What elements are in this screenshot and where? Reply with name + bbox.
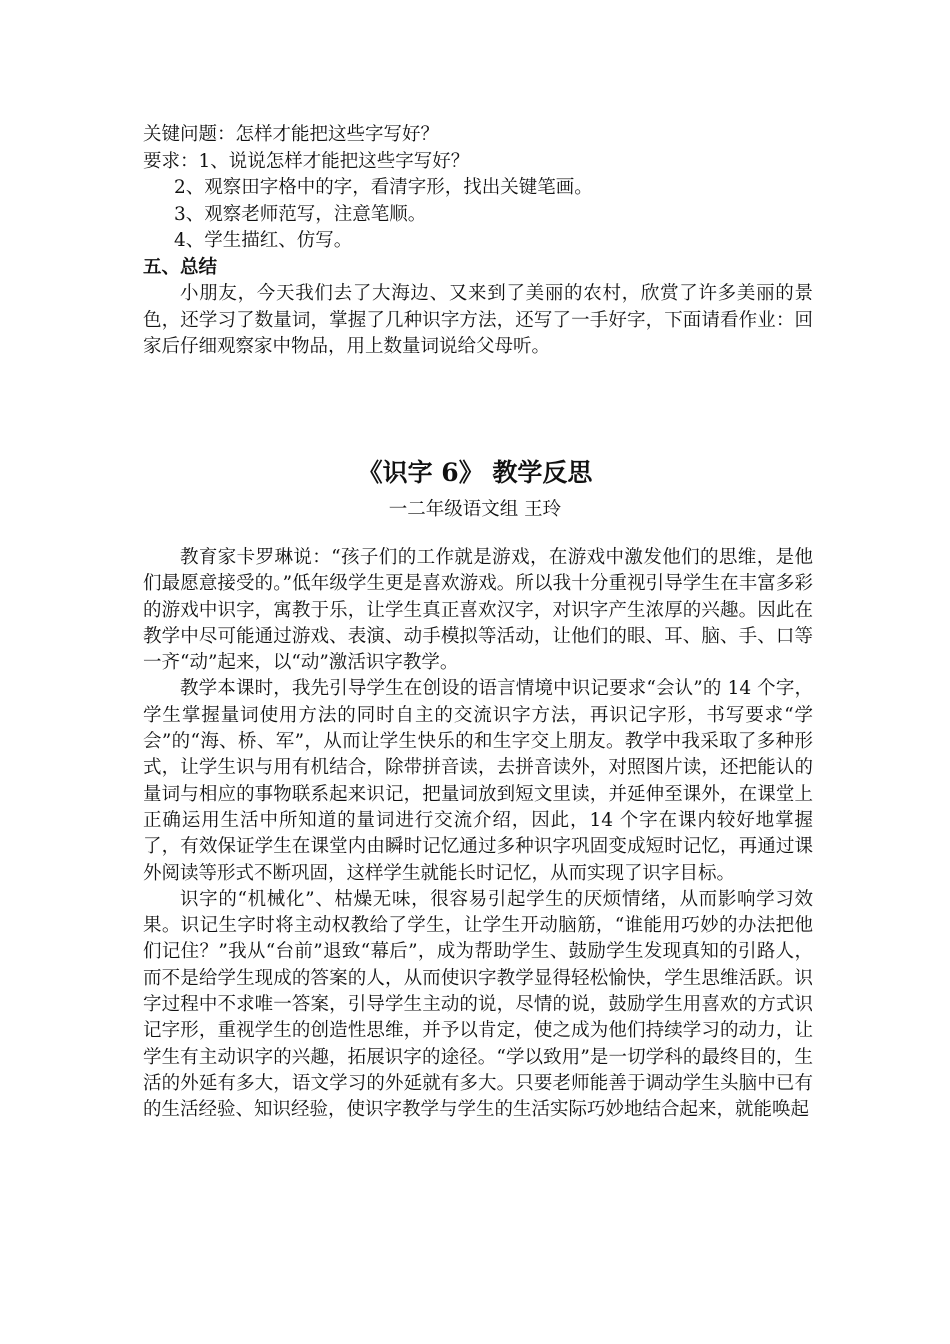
- summary-paragraph: 小朋友，今天我们去了大海边、又来到了美丽的农村，欣赏了许多美丽的景色，还学习了数量词，掌握了几种识字方法，还写了一手好字，下面请看作业：回家后仔细观察家中物品，用上数量词说给父母听。: [143, 283, 813, 357]
- reflection-title: 《识字 6》 教学反思: [357, 458, 593, 487]
- requirement-line: 要求：1、说说怎样才能把这些字写好？: [143, 150, 470, 172]
- requirement-line: 2、观察田字格中的字，看清字形，找出关键笔画。: [174, 177, 593, 198]
- key-question: 关键问题：怎样才能把这些字写好？: [143, 124, 440, 145]
- body-paragraph: 教育家卡罗琳说：“孩子们的工作就是游戏，在游戏中激发他们的思维，是他们最愿意接受的。”低年级学生更是喜欢游戏。所以我十分重视引导学生在丰富多彩的游戏中识字，寓教于乐，让学生真正喜欢汉字，对识字产生浓厚的兴趣。因此在教学中尽可能通过游戏、表演、动手模拟等活动，让他们的眼、耳、脑、手、口等一齐“动”起来，以“动”激活识字教学。: [143, 547, 813, 674]
- requirement-line: 3、观察老师范写，注意笔顺。: [174, 203, 427, 225]
- reflection-body: [143, 545, 813, 1124]
- lesson-end-section: [143, 122, 813, 361]
- summary-heading: 五、总结: [143, 256, 218, 278]
- body-paragraph: 识字的“机械化”、枯燥无味，很容易引起学生的厌烦情绪，从而影响学习效果。识记生字时将主动权教给了学生，让学生开动脑筋，“谁能用巧妙的办法把他们记住？”我从“台前”退致“幕后”，成为帮助学生、鼓励学生发现真知的引路人，而不是给学生现成的答案的人，从而使识字教学显得轻松愉快，学生思维活跃。识字过程中不求唯一答案，引导学生主动的说，尽情的说，鼓励学生用喜欢的方式识记字形，重视学生的创造性思维，并予以肯定，使之成为他们持续学习的动力，让学生有主动识字的兴趣，拓展识字的途径。“学以致用”是一切学科的最终目的，生活的外延有多大，语文学习的外延就有多大。只要老师能善于调动学生头脑中已有的生活经验、知识经验，使识字教学与学生的生活实际巧妙地结合起来，就能唤起: [143, 888, 813, 1121]
- reflection-author: 一二年级语文组 王玲: [388, 499, 562, 520]
- body-paragraph: 教学本课时，我先引导学生在创设的语言情境中识记要求“会认”的 14 个字，学生掌握量词使用方法的同时自主的交流识字方法，再识记字形，书写要求“学会”的“海、桥、军”，从而让学生快乐的和生字交上朋友。教学中我采取了多种形式，让学生识与用有机结合，除带拼音读，去拼音读外，对照图片读，还把能认的量词与相应的事物联系起来识记，把量词放到短文里读，并延伸至课外，在课堂上正确运用生活中所知道的量词进行交流介绍，因此，14 个字在课内较好地掌握了，有效保证学生在课堂内由瞬时记忆通过多种识字巩固变成短时记忆，再通过课外阅读等形式不断巩固，这样学生就能长时记忆，从而实现了识字目标。: [143, 678, 813, 884]
- requirement-line: 4、学生描红、仿写。: [174, 230, 353, 251]
